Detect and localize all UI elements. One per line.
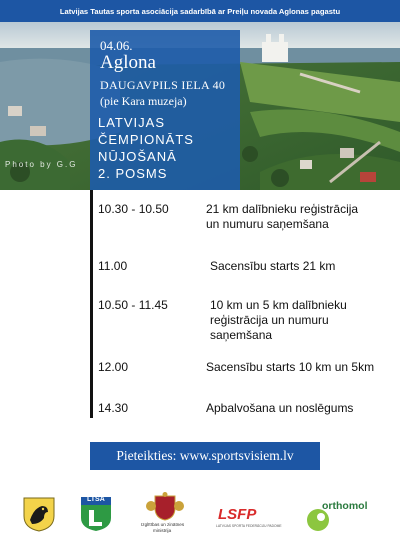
schedule-desc-line: un numuru saņemšana	[206, 217, 329, 231]
ministry-logo	[141, 492, 185, 533]
timeline-line	[90, 190, 93, 418]
schedule-desc-line: reģistrācija un numuru	[210, 313, 329, 327]
ministry-name-line: Izglītības un zinātnes	[141, 522, 185, 527]
sports-association-logo	[22, 496, 56, 532]
event-place: Aglona	[100, 52, 156, 73]
schedule-desc-line: Sacensību starts 21 km	[210, 259, 336, 273]
event-title	[98, 114, 194, 182]
lsfp-logo-subtitle: LATVIJAS SPORTA FEDERĀCIJU PADOME	[216, 524, 282, 528]
schedule-description	[210, 259, 335, 274]
schedule-desc-line: 10 km un 5 km dalībnieku	[210, 298, 347, 312]
signup-link[interactable]	[90, 442, 320, 470]
banner-text: Latvijas Tautas sporta asociācija sadarbībā ar Preiļu novada Aglonas pagastu	[59, 6, 341, 16]
top-banner	[0, 0, 400, 22]
schedule-desc-line: 21 km dalībnieku reģistrācija	[206, 202, 359, 216]
orthomol-logo	[306, 498, 386, 532]
schedule-description	[210, 298, 347, 343]
ltsa-logo-text: LTSA	[87, 496, 105, 503]
event-info-box	[90, 30, 240, 190]
event-title-line: NŪJOŠANĀ	[98, 149, 177, 164]
schedule-time: 10.50 - 11.45	[98, 298, 168, 312]
event-title-line: LATVIJAS	[98, 115, 166, 130]
schedule-time: 11.00	[98, 259, 128, 273]
schedule-desc-line: Apbalvošana un noslēgums	[206, 401, 354, 415]
schedule-description	[206, 401, 353, 416]
lsfp-logo	[216, 506, 286, 530]
schedule-time: 14.30	[98, 401, 129, 415]
schedule-description	[206, 360, 374, 375]
event-title-line: 2. POSMS	[98, 166, 168, 181]
schedule-desc-line: Sacensību starts 10 km un 5km	[206, 360, 375, 374]
schedule-time: 10.30 - 10.50	[98, 202, 169, 216]
schedule-time: 12.00	[98, 360, 129, 374]
schedule-desc-line: saņemšana	[210, 328, 273, 342]
event-date: 04.06.	[100, 38, 133, 53]
event-street: DAUGAVPILS IELA 40	[100, 78, 226, 92]
ltsa-logo	[80, 496, 112, 532]
photo-credit: Photo by G.G	[5, 160, 78, 169]
event-title-line: ČEMPIONĀTS	[98, 132, 194, 147]
event-location-note: (pie Kara muzeja)	[100, 94, 187, 108]
lsfp-logo-text: LSFP	[218, 506, 257, 523]
ministry-name-line: ministrija	[153, 528, 172, 533]
signup-text[interactable]: Pieteikties: www.sportsvisiem.lv	[116, 448, 294, 463]
orthomol-logo-text: orthomol	[322, 500, 368, 512]
schedule-description	[206, 202, 358, 232]
